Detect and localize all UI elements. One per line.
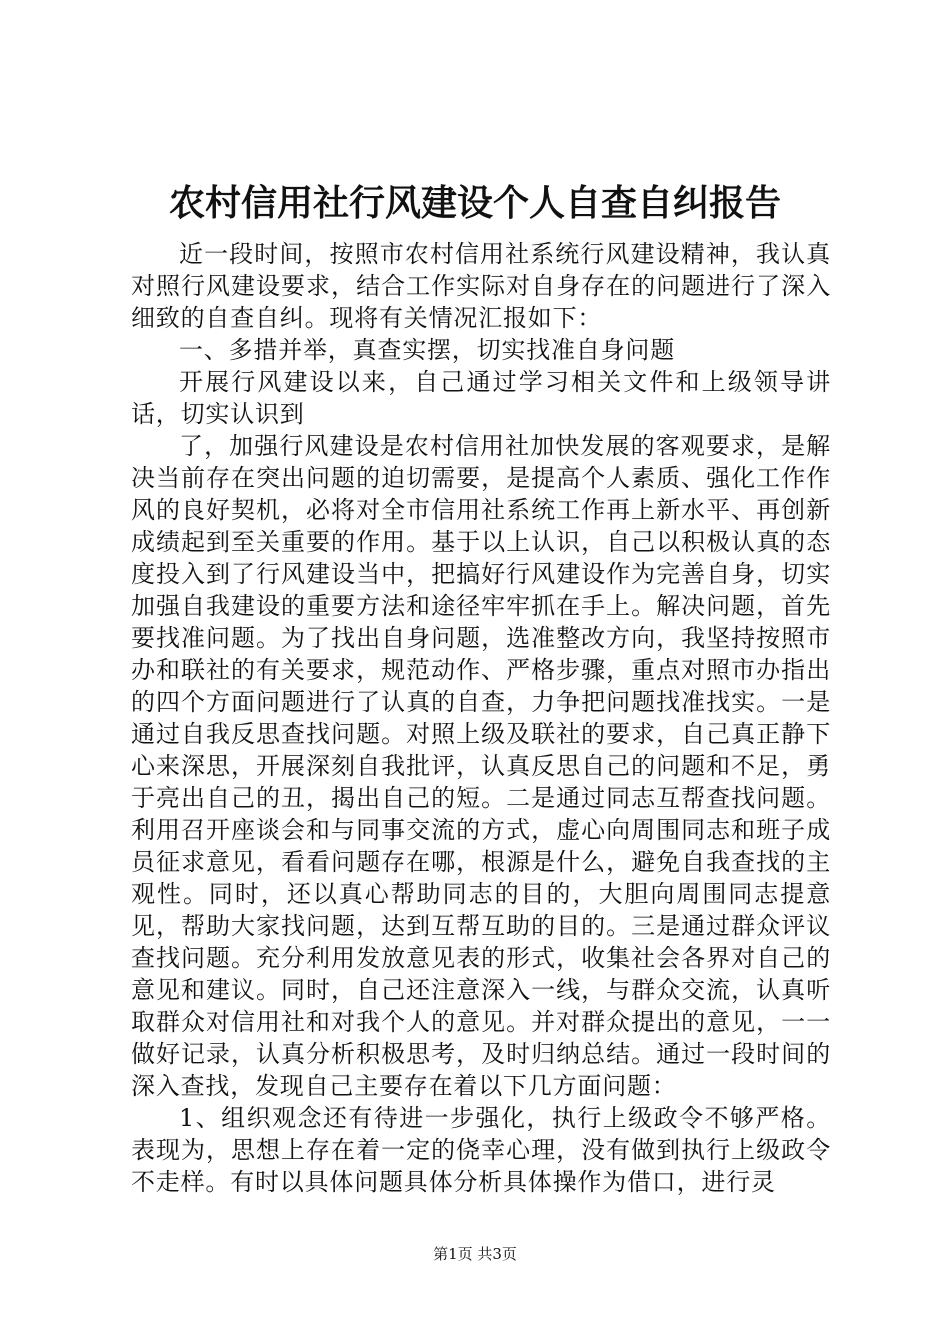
section-heading-1: 一、多措并举，真查实摆，切实找准自身问题 xyxy=(179,336,675,364)
document-body xyxy=(131,238,831,1198)
document-title: 农村信用社行风建设个人自查自纠报告 xyxy=(168,182,781,224)
paragraph-problem-1: 1、组织观念还有待进一步强化，执行上级政令不够严格。表现为，思想上存在着一定的侥幸心理，没有做到执行上级政令不走样。有时以具体问题具体分析具体操作为借口，进行灵 xyxy=(131,1104,831,1196)
paragraph-section-1-lead: 开展行风建设以来，自己通过学习相关文件和上级领导讲话，切实认识到 xyxy=(131,368,831,428)
page-footer: 第1页 共3页 xyxy=(433,1245,517,1263)
paragraph-intro: 近一段时间，按照市农村信用社系统行风建设精神，我认真对照行风建设要求，结合工作实际对自身存在的问题进行了深入细致的自查自纠。现将有关情况汇报如下： xyxy=(131,240,831,332)
paragraph-section-1-body: 了，加强行风建设是农村信用社加快发展的客观要求，是解决当前存在突出问题的迫切需要，是提高个人素质、强化工作作风的良好契机，必将对全市信用社系统工作再上新水平、再创新成绩起到至关重要的作用。基于以上认识，自己以积极认真的态度投入到了行风建设当中，把搞好行风建设作为完善自身，切实加强自我建设的重要方法和途径牢牢抓在手上。解决问题，首先要找准问题。为了找出自身问题，选准整改方向，我坚持按照市办和联社的有关要求，规范动作、严格步骤，重点对照市办指出的四个方面问题进行了认真的自查，力争把问题找准找实。一是通过自我反思查找问题。对照上级及联社的要求，自己真正静下心来深思，开展深刻自我批评，认真反思自己的问题和不足，勇于亮出自己的丑，揭出自己的短。二是通过同志互帮查找问题。利用召开座谈会和与同事交流的方式，虚心向周围同志和班子成员征求意见，看看问题存在哪，根源是什么，避免自我查找的主观性。同时，还以真心帮助同志的目的，大胆向周围同志提意见，帮助大家找问题，达到互帮互助的目的。三是通过群众评议查找问题。充分利用发放意见表的形式，收集社会各界对自己的意见和建议。同时，自己还注意深入一线，与群众交流，认真听取群众对信用社和对我个人的意见。并对群众提出的意见，一一做好记录，认真分析积极思考，及时归纳总结。通过一段时间的深入查找，发现自己主要存在着以下几方面问题： xyxy=(131,432,831,1100)
